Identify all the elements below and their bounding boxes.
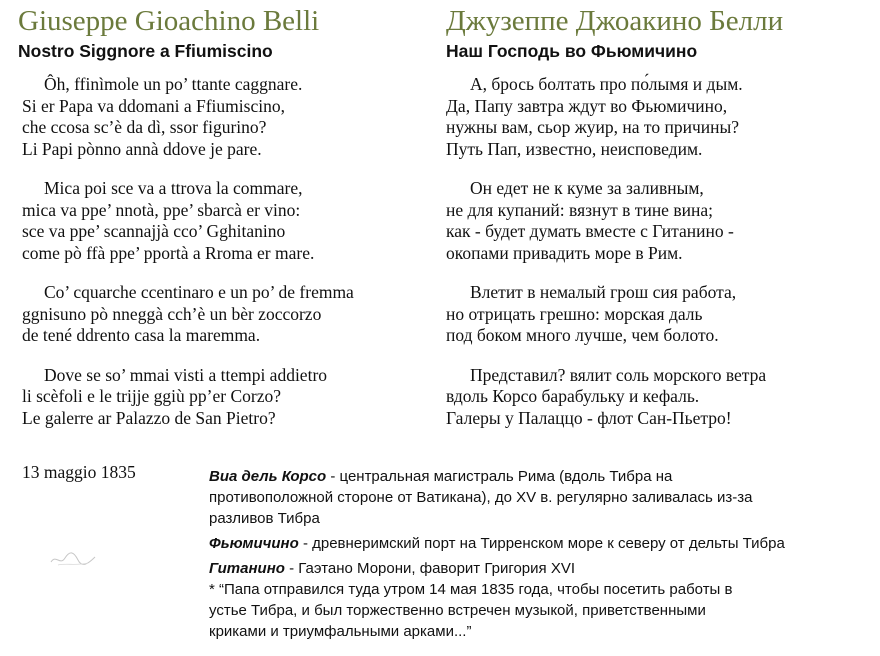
poem-date: 13 maggio 1835 [22,462,136,482]
poem-line: sce va ppe’ scannajjà cco’ Gghitanino [22,221,286,241]
footnote-term: Фьюмичино [209,535,299,552]
poem-line: Le galerre ar Palazzo de San Pietro? [22,407,276,428]
stanza [446,178,880,264]
poem-line: А, брось болтать про по́лымя и дым. [470,74,743,94]
footnote-text: разливов Тибра [209,510,320,527]
original-title: Nostro Siggnore a Ffiumiscino [18,41,273,61]
stanza [22,282,462,347]
stanza [446,74,880,160]
poem-line: de tené ddrento casa la maremma. [22,325,261,345]
footnote-line [209,579,874,600]
footnote-text: устье Тибра, и был торжественно встречен музыкой, приветственными [209,602,706,619]
original-poem [22,74,462,429]
translation-poem [446,74,880,429]
translation-title: Наш Господь во Фьюмичино [446,41,698,61]
poem-line: Да, Папу завтра ждут во Фьюмичино, [446,95,728,116]
footnote-term: Виа дель Корсо [209,468,327,485]
poem-line: нужны вам, сьор жуир, на то причины? [446,117,740,137]
footnote-line [209,487,874,508]
poem-line: che ccosa sc’è da dì, ssor figurino? [22,117,267,137]
footnote-line [209,600,874,621]
poem-line: Li Papi pònno annà ddove je pare. [22,138,262,159]
poem-line: Dove se so’ mmai visti a ttempi addietro [44,364,328,385]
poem-line: ggnisuno pò nneggà cch’è un bèr zoccorzo [22,303,322,324]
footnote-line [209,558,874,579]
poem-line: come pò ffà ppe’ pportà a Rroma er mare. [22,242,315,263]
stanza [22,365,462,430]
poem-line: под боком много лучше, чем болото. [446,325,719,345]
footnotes [209,466,874,642]
poem-line: Представил? вялит соль морского ветра [470,364,767,385]
original-column [18,0,462,447]
poem-line: Галеры у Палаццо - флот Сан-Пьетро! [446,407,732,428]
poem-line: Влетит в немалый грош сия работа, [470,282,737,302]
footnote-line [209,466,874,487]
signature-scribble [48,548,98,570]
footnote-line [209,533,874,554]
translation-column [446,0,880,447]
stanza [446,282,880,347]
stanza [446,365,880,430]
stanza [22,178,462,264]
footnote-line [209,508,874,529]
footnote-text: * “Папа отправился туда утром 14 мая 1835 года, чтобы посетить работы в [209,581,733,598]
translation-author: Джузеппе Джоакино Белли [446,5,784,37]
poem-line: Co’ cquarche ccentinaro e un po’ de fremma [44,282,354,302]
footnote-term: Гитанино [209,560,285,577]
original-author: Giuseppe Gioachino Belli [18,5,320,37]
poem-line: Si er Papa va ddomani a Ffiumiscino, [22,95,285,116]
poem-line: но отрицать грешно: морская даль [446,303,703,324]
footnote-text: - древнеримский порт на Тирренском море к северу от дельты Тибра [298,535,785,552]
stanza [22,74,462,160]
poem-line: Он едет не к куме за заливным, [470,178,704,198]
footnote-text: криками и триумфальными арками...” [209,623,472,640]
poem-line: как - будет думать вместе с Гитанино - [446,221,734,241]
poem-line: Mica poi sce va a ttrova la commare, [44,178,303,198]
poem-line: Путь Пап, известно, неисповедим. [446,138,703,159]
footnote-text: противоположной стороне от Ватикана), до XV в. регулярно заливалась из-за [209,489,753,506]
footnote-text: - Гаэтано Морони, фаворит Григория XVI [284,560,575,577]
poem-line: li scèfoli e le trijje ggiù pp’er Corzo? [22,386,282,406]
poem-line: Ôh, ffinìmole un po’ ttante caggnare. [44,74,303,94]
poem-line: окопами привадить море в Рим. [446,242,683,263]
poem-line: mica va ppe’ nnotà, ppe’ sbarcà er vino: [22,199,301,220]
poem-line: вдоль Корсо барабульку и кефаль. [446,386,700,406]
footnote-text: - центральная магистраль Рима (вдоль Тибра на [326,468,673,485]
poem-line: не для купаний: вязнут в тине вина; [446,199,713,220]
footnote-line [209,621,874,642]
